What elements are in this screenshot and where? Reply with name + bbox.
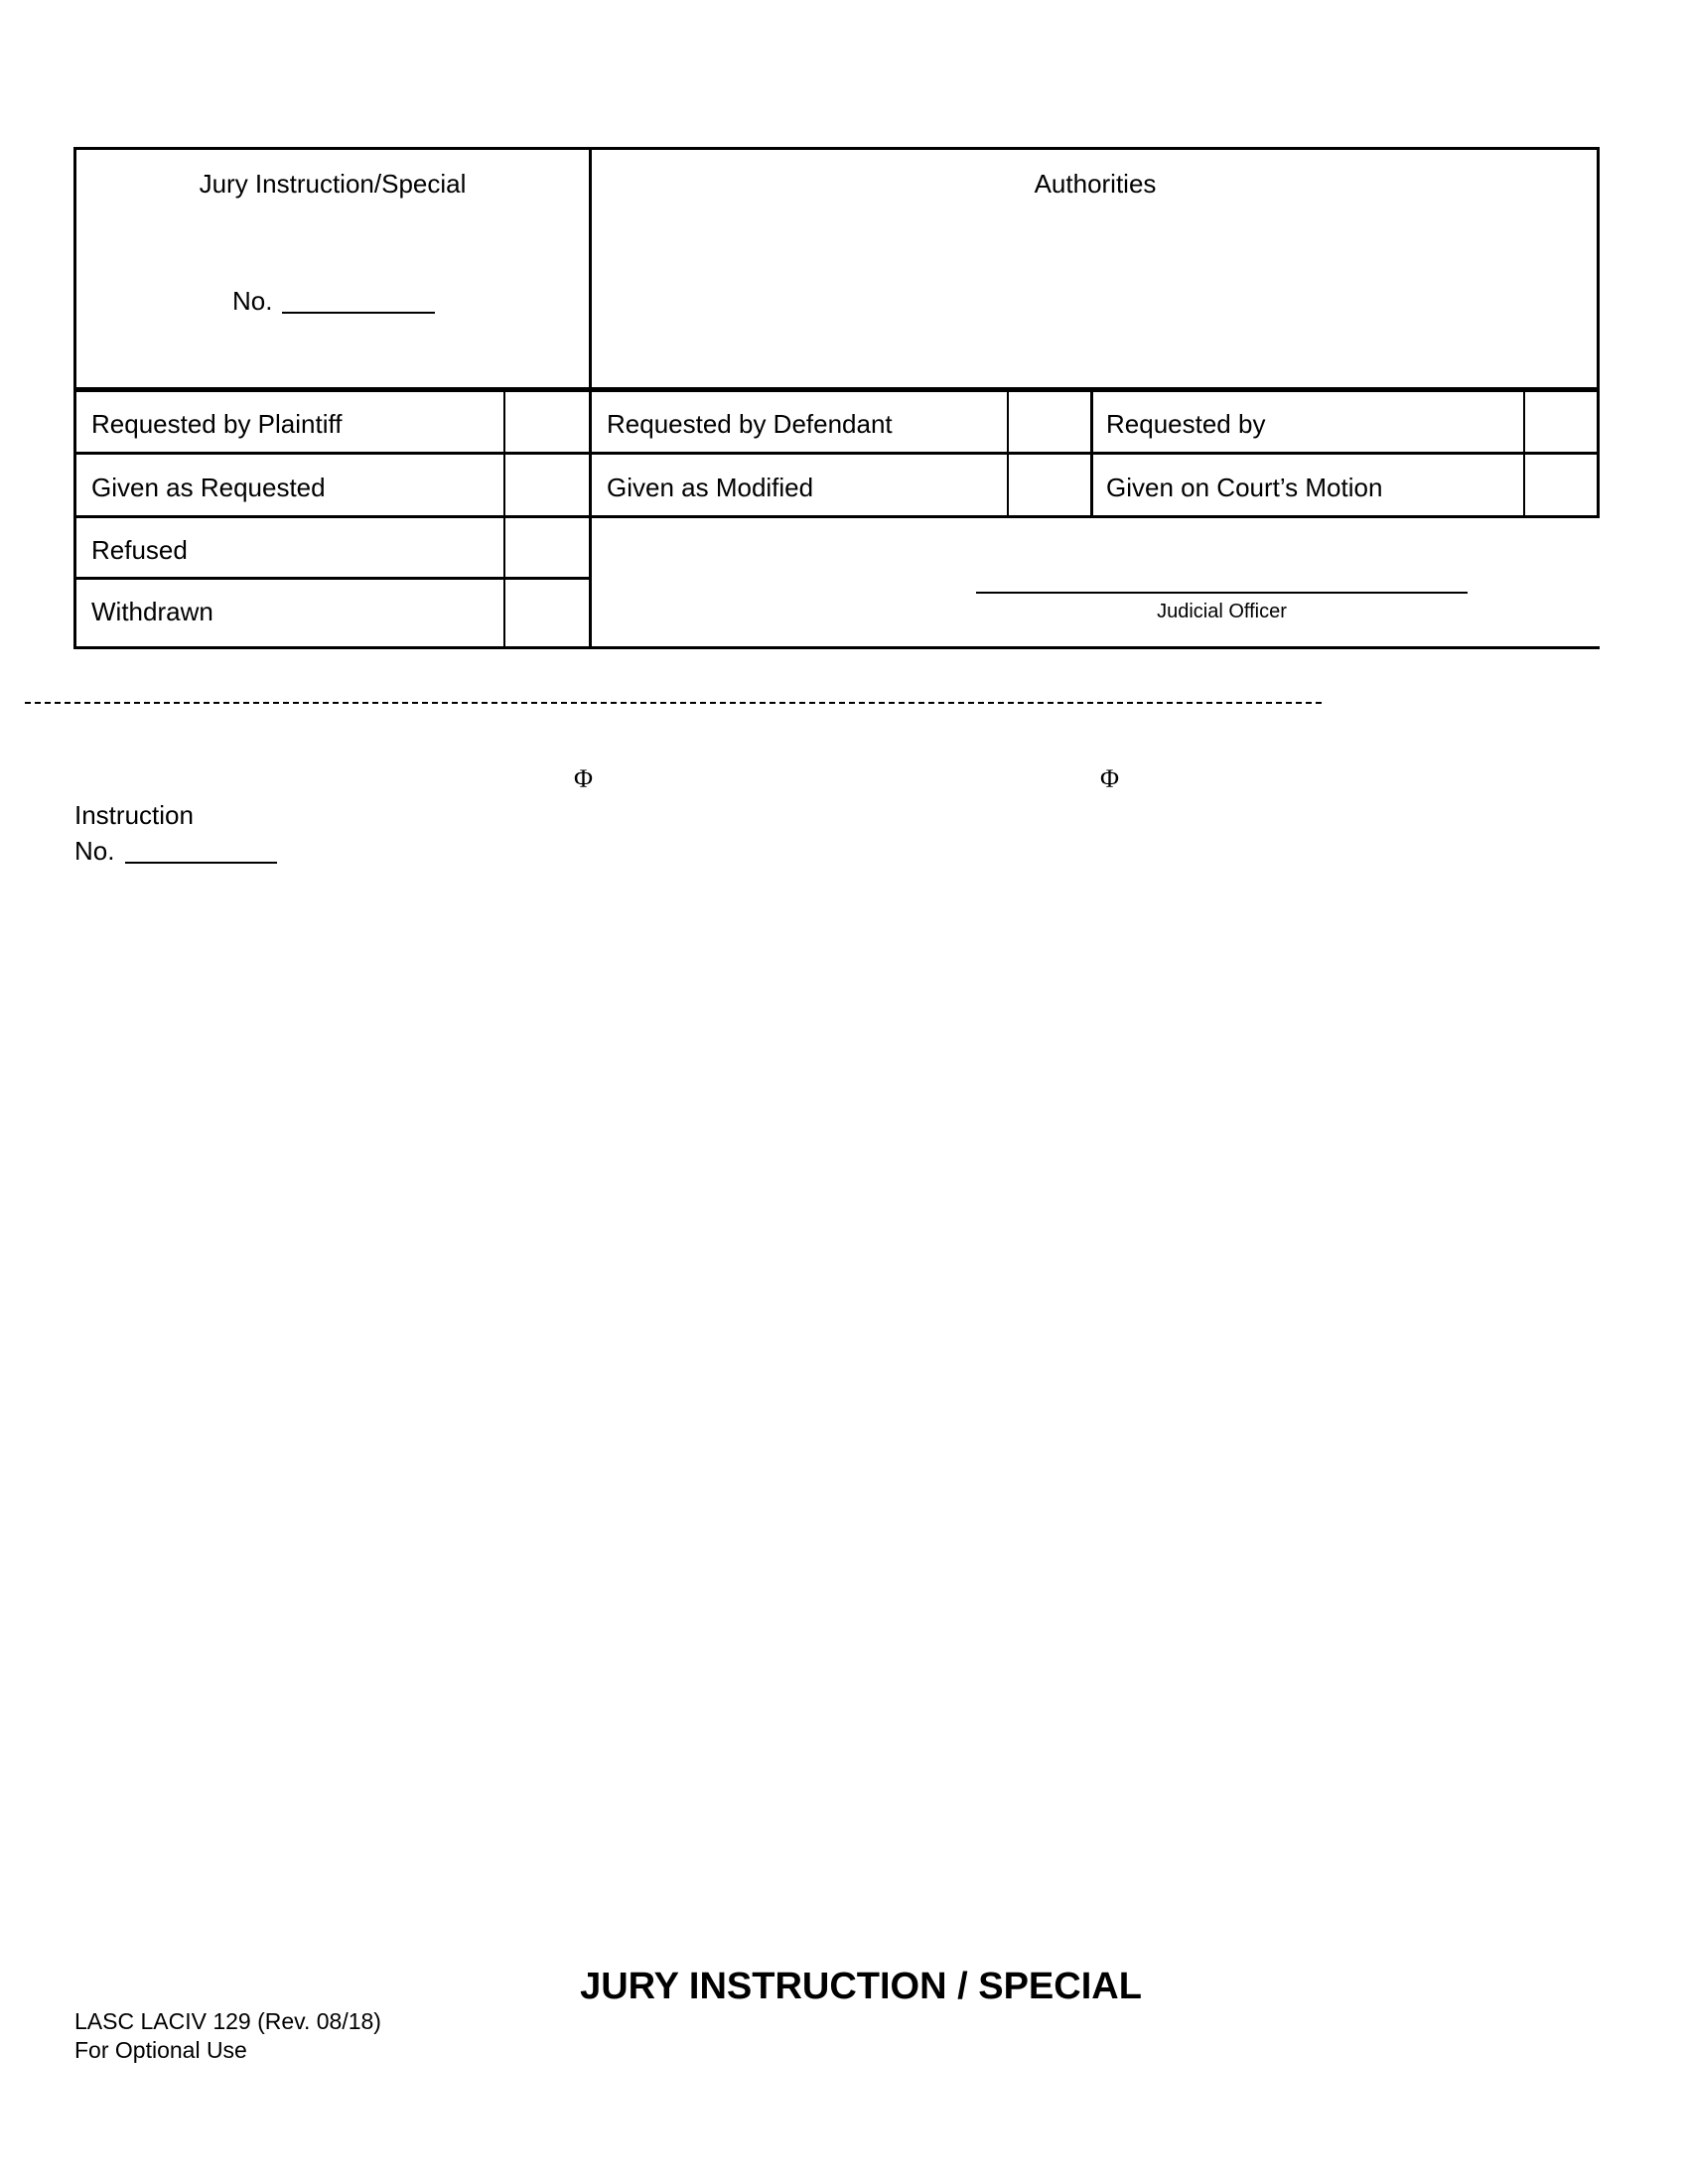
checkbox-divider [503, 390, 505, 648]
instruction-no-field[interactable] [125, 862, 277, 864]
header-divider [73, 387, 1600, 392]
no-field[interactable] [282, 312, 435, 314]
withdrawn-checkbox[interactable] [506, 580, 589, 646]
form-id: LASC LACIV 129 (Rev. 08/18) [74, 2008, 381, 2034]
given-as-requested-checkbox[interactable] [506, 455, 589, 515]
judicial-officer-label: Judicial Officer [1157, 601, 1287, 622]
given-on-courts-motion-checkbox[interactable] [1525, 455, 1597, 515]
authorities-heading: Authorities [1034, 169, 1157, 199]
table-right-border [1597, 147, 1600, 517]
judicial-officer-signature-line[interactable] [976, 592, 1468, 594]
column-divider [1090, 390, 1093, 517]
given-as-requested-label: Given as Requested [91, 473, 326, 502]
table-left-border [73, 147, 76, 649]
instruction-no-label: No. [74, 836, 115, 866]
given-on-courts-motion-label: Given on Court’s Motion [1106, 473, 1383, 502]
optional-use-note: For Optional Use [74, 2037, 247, 2063]
phi-hole-mark: Φ [1100, 764, 1120, 793]
cut-line [25, 702, 1322, 704]
row-divider [73, 452, 1600, 455]
row-divider [73, 515, 1600, 518]
no-label: No. [232, 286, 273, 316]
authorities-field[interactable] [596, 199, 1589, 382]
form-title: JURY INSTRUCTION / SPECIAL [580, 1966, 1142, 2007]
requested-by-defendant-label: Requested by Defendant [607, 409, 893, 439]
table-bottom-border [73, 646, 1600, 649]
column-divider [589, 147, 592, 649]
refused-label: Refused [91, 535, 188, 565]
requested-by-plaintiff-checkbox[interactable] [506, 392, 589, 452]
table-top-border [73, 147, 1600, 150]
instruction-label: Instruction [74, 800, 194, 830]
requested-by-plaintiff-label: Requested by Plaintiff [91, 409, 343, 439]
withdrawn-label: Withdrawn [91, 597, 213, 626]
given-as-modified-label: Given as Modified [607, 473, 814, 502]
requested-by-defendant-checkbox[interactable] [1009, 392, 1090, 452]
refused-checkbox[interactable] [506, 518, 589, 577]
requested-by-label: Requested by [1106, 409, 1266, 439]
jury-instruction-heading: Jury Instruction/Special [199, 169, 467, 199]
given-as-modified-checkbox[interactable] [1009, 455, 1090, 515]
requested-by-checkbox[interactable] [1525, 392, 1597, 452]
phi-hole-mark: Φ [574, 764, 594, 793]
